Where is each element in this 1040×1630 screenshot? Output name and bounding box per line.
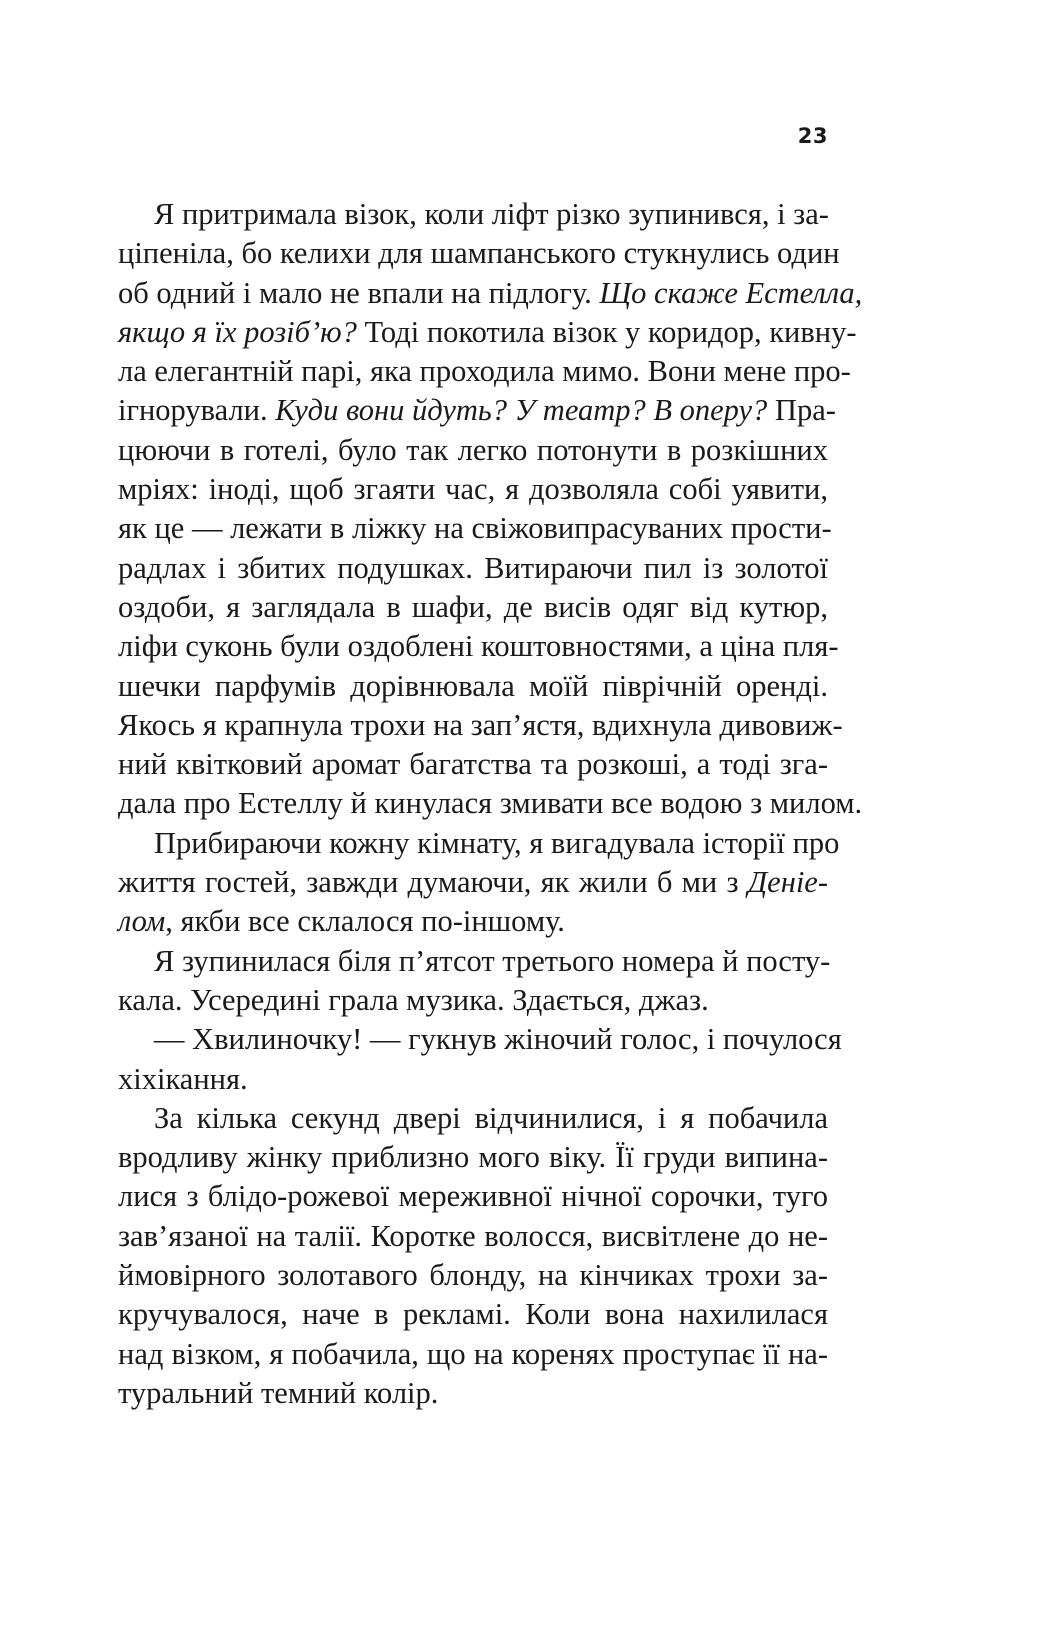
text-line <box>118 549 828 588</box>
text-segment: ліфи суконь були оздоблені коштовностями, а ціна пля- <box>118 629 839 664</box>
text-line <box>118 1060 828 1099</box>
text-segment: шечки парфумів дорівнювала моїй піврічній оренді. <box>118 668 828 703</box>
text-segment: Пра- <box>767 393 836 428</box>
text-segment: Я зупинилася біля п’ятсот третього номера й посту- <box>154 943 831 978</box>
text-line <box>118 391 836 430</box>
text-segment: Я притримала візок, коли ліфт різко зупинився, і за- <box>154 197 829 231</box>
text-segment: мріях: іноді, щоб згаяти час, я дозволяла собі уявити, <box>118 472 828 507</box>
text-segment: над візком, я побачила, що на коренях проступає її на- <box>118 1336 828 1371</box>
text-segment: — Хвилиночку! — гукнув жіночий голос, і почулося <box>154 1022 842 1057</box>
body-text <box>118 195 863 1413</box>
italic-text-segment: лом <box>118 904 166 939</box>
text-line <box>118 1099 828 1138</box>
text-segment: Якось я крапнула трохи на зап’ястя, вдихнула дивовиж- <box>118 707 843 742</box>
italic-text-segment: Що скаже Естелла, <box>599 275 863 310</box>
text-segment: кручувалося, наче в рекламі. Коли вона нахилилася <box>118 1297 828 1332</box>
text-segment: оздоби, я заглядала в шафи, де висів одяг від кутюр, <box>118 589 828 624</box>
text-segment: радлах і збитих подушках. Витираючи пил із золотої <box>118 550 828 585</box>
text-line <box>118 588 828 627</box>
text-line <box>118 981 828 1020</box>
text-segment: ний квітковий аромат багатства та розкоші, а тоді зга- <box>118 747 828 782</box>
text-segment: об одний і мало не впали на підлогу. <box>118 275 600 310</box>
text-line <box>118 1374 828 1413</box>
text-segment: життя гостей, завжди думаючи, як жили б ми з <box>118 865 748 900</box>
text-line <box>118 470 828 509</box>
text-line <box>118 1295 828 1334</box>
text-segment: ціпеніла, бо келихи для шампанського стукнулись один <box>118 236 840 271</box>
text-line <box>118 745 828 784</box>
text-segment: ігнорували. <box>118 393 276 428</box>
text-segment: Прибираючи кожну кімнату, я вигадувала історії про <box>154 825 840 860</box>
text-segment: як це — лежати в ліжку на свіжовипрасуваних прости- <box>118 511 832 546</box>
text-line <box>118 627 839 666</box>
text-segment: туральний темний колір. <box>118 1375 439 1410</box>
text-segment: лися з блідо-рожевої мереживної нічної сорочки, туго <box>118 1179 828 1214</box>
text-line <box>118 863 828 902</box>
text-line <box>118 431 828 470</box>
text-segment: ймовірного золотавого блонду, на кінчиках трохи за- <box>118 1258 828 1293</box>
italic-text-segment: якщо я їх розіб’ю? <box>118 314 357 349</box>
text-line <box>118 195 828 234</box>
text-line <box>118 1335 828 1374</box>
text-line <box>118 1020 842 1059</box>
text-segment: кала. Усередині грала музика. Здається, джаз. <box>118 982 709 1017</box>
text-segment: ла елегантній парі, яка проходила мимо. Вони мене про- <box>118 354 851 389</box>
italic-text-segment: Куди вони йдуть? У театр? В оперу? <box>275 393 768 428</box>
text-line <box>118 1177 828 1216</box>
italic-text-segment: Деніе- <box>747 865 828 900</box>
text-line <box>118 313 857 352</box>
text-line <box>118 706 843 745</box>
text-line <box>118 1217 828 1256</box>
page-number: 23 <box>797 124 828 148</box>
text-line <box>118 824 840 863</box>
text-line <box>118 1138 828 1177</box>
text-line <box>118 352 851 391</box>
text-segment: цюючи в готелі, було так легко потонути в розкішних <box>118 432 828 467</box>
text-line <box>118 234 840 273</box>
text-line <box>118 942 831 981</box>
text-line <box>118 274 863 313</box>
text-segment: хіхікання. <box>118 1061 248 1096</box>
text-line <box>118 902 828 941</box>
text-segment: , якби все склалося по-іншому. <box>165 904 565 939</box>
text-line <box>118 784 863 823</box>
text-segment: вродливу жінку приблизно мого віку. Її груди випина- <box>118 1140 828 1175</box>
text-line <box>118 1256 828 1295</box>
text-segment: зав’язаної на талії. Коротке волосся, висвітлене до не- <box>118 1218 828 1253</box>
text-line <box>118 667 828 706</box>
text-line <box>118 509 832 548</box>
text-segment: За кілька секунд двері відчинилися, і я побачила <box>154 1100 828 1135</box>
text-segment: дала про Естеллу й кинулася змивати все водою з милом. <box>118 786 863 821</box>
text-segment: Тоді покотила візок у коридор, кивну- <box>356 314 857 349</box>
